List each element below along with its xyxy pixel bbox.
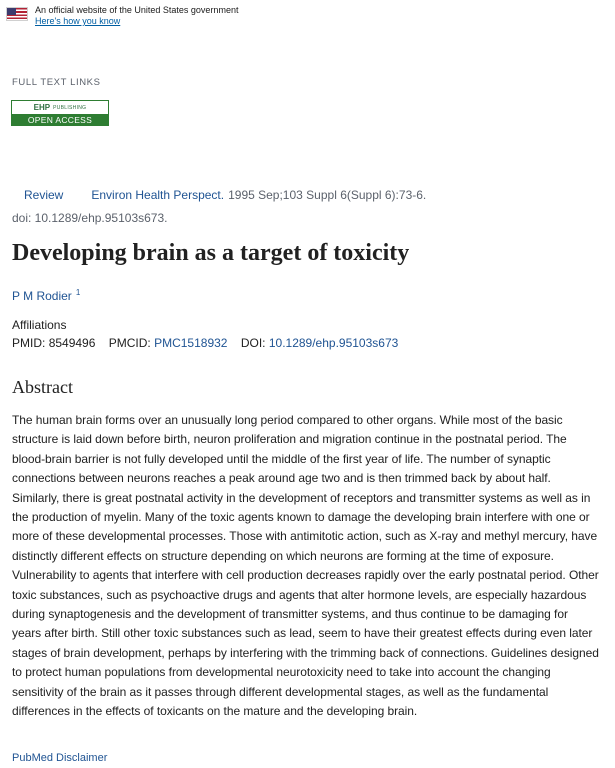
ehp-logo-text: EHP <box>33 103 51 112</box>
us-flag-icon <box>6 7 28 21</box>
pmid-value: 8549496 <box>48 336 96 350</box>
author-link[interactable]: P M Rodier <box>12 289 72 303</box>
citation-details: 1995 Sep;103 Suppl 6(Suppl 6):73-6. <box>228 188 427 202</box>
citation-doi: doi: 10.1289/ehp.95103s673. <box>12 211 168 225</box>
doi-label: DOI: <box>240 336 266 350</box>
affiliations-toggle[interactable]: Affiliations <box>12 318 67 332</box>
article-title: Developing brain as a target of toxicity <box>12 240 410 266</box>
gov-banner <box>6 5 615 27</box>
author-affiliation-sup[interactable]: 1 <box>75 288 81 297</box>
author-list <box>12 288 80 303</box>
review-type-link[interactable]: Review <box>24 188 64 202</box>
abstract-heading: Abstract <box>12 377 73 397</box>
open-access-label: OPEN ACCESS <box>12 114 108 125</box>
pmid-label: PMID: <box>12 336 46 350</box>
gov-banner-text <box>35 5 238 27</box>
ehp-publishing-text: PUBLISHING <box>53 104 87 111</box>
pmcid-label: PMCID: <box>108 336 151 350</box>
article-identifiers <box>12 336 408 350</box>
gov-banner-label: An official website of the United States government <box>35 5 239 15</box>
journal-link[interactable]: Environ Health Perspect. <box>91 188 225 202</box>
doi-link[interactable]: 10.1289/ehp.95103s673 <box>268 336 399 350</box>
pubmed-disclaimer-link[interactable]: PubMed Disclaimer <box>12 752 108 764</box>
pmcid-link[interactable]: PMC1518932 <box>154 336 228 350</box>
abstract-text: The human brain forms over an unusually long period compared to other organs. While most of the basic structure is laid down before birth, neuron proliferation and migration continue in the postnatal period. The blood-brain barrier is not fully developed until the middle of the first year of life. The number of synaptic connections between neurons reaches a peak around age two and is then trimmed back by about half. Similarly, there is great postnatal activity in the development of receptors and transmitter systems as well as in the production of myelin. Many of the toxic agents known to damage the developing brain interfere with one or more of these developmental processes. Those with antimitotic action, such as X-ray and methyl mercury, have distinctly different effects on structure depending on which neurons are forming at the time of exposure. Vulnerability to agents that interfere with cell production decreases rapidly over the early postnatal period. Other toxic substances, such as psychoactive drugs and agents that alter hormone levels, are especially hazardous during synaptogenesis and the development of transmitter systems, and thus continue to be damaging for years after birth. Still other toxic substances such as lead, seem to have their greatest effects during even later stages of brain development, perhaps by interfering with the trimming back of connections. Guidelines designed to protect human populations from developmental neurotoxicity need to take into account the changing sensitivity of the brain as it passes through different developmental stages, as well as the fundamental differences in the effects of toxicants on the mature and the developing brain. <box>12 413 599 719</box>
citation-line <box>24 188 426 202</box>
heres-how-you-know-link[interactable]: Here's how you know <box>35 16 121 26</box>
ehp-logo <box>12 101 108 114</box>
ehp-open-access-link[interactable] <box>11 100 109 126</box>
full-text-links-heading: FULL TEXT LINKS <box>12 77 101 88</box>
